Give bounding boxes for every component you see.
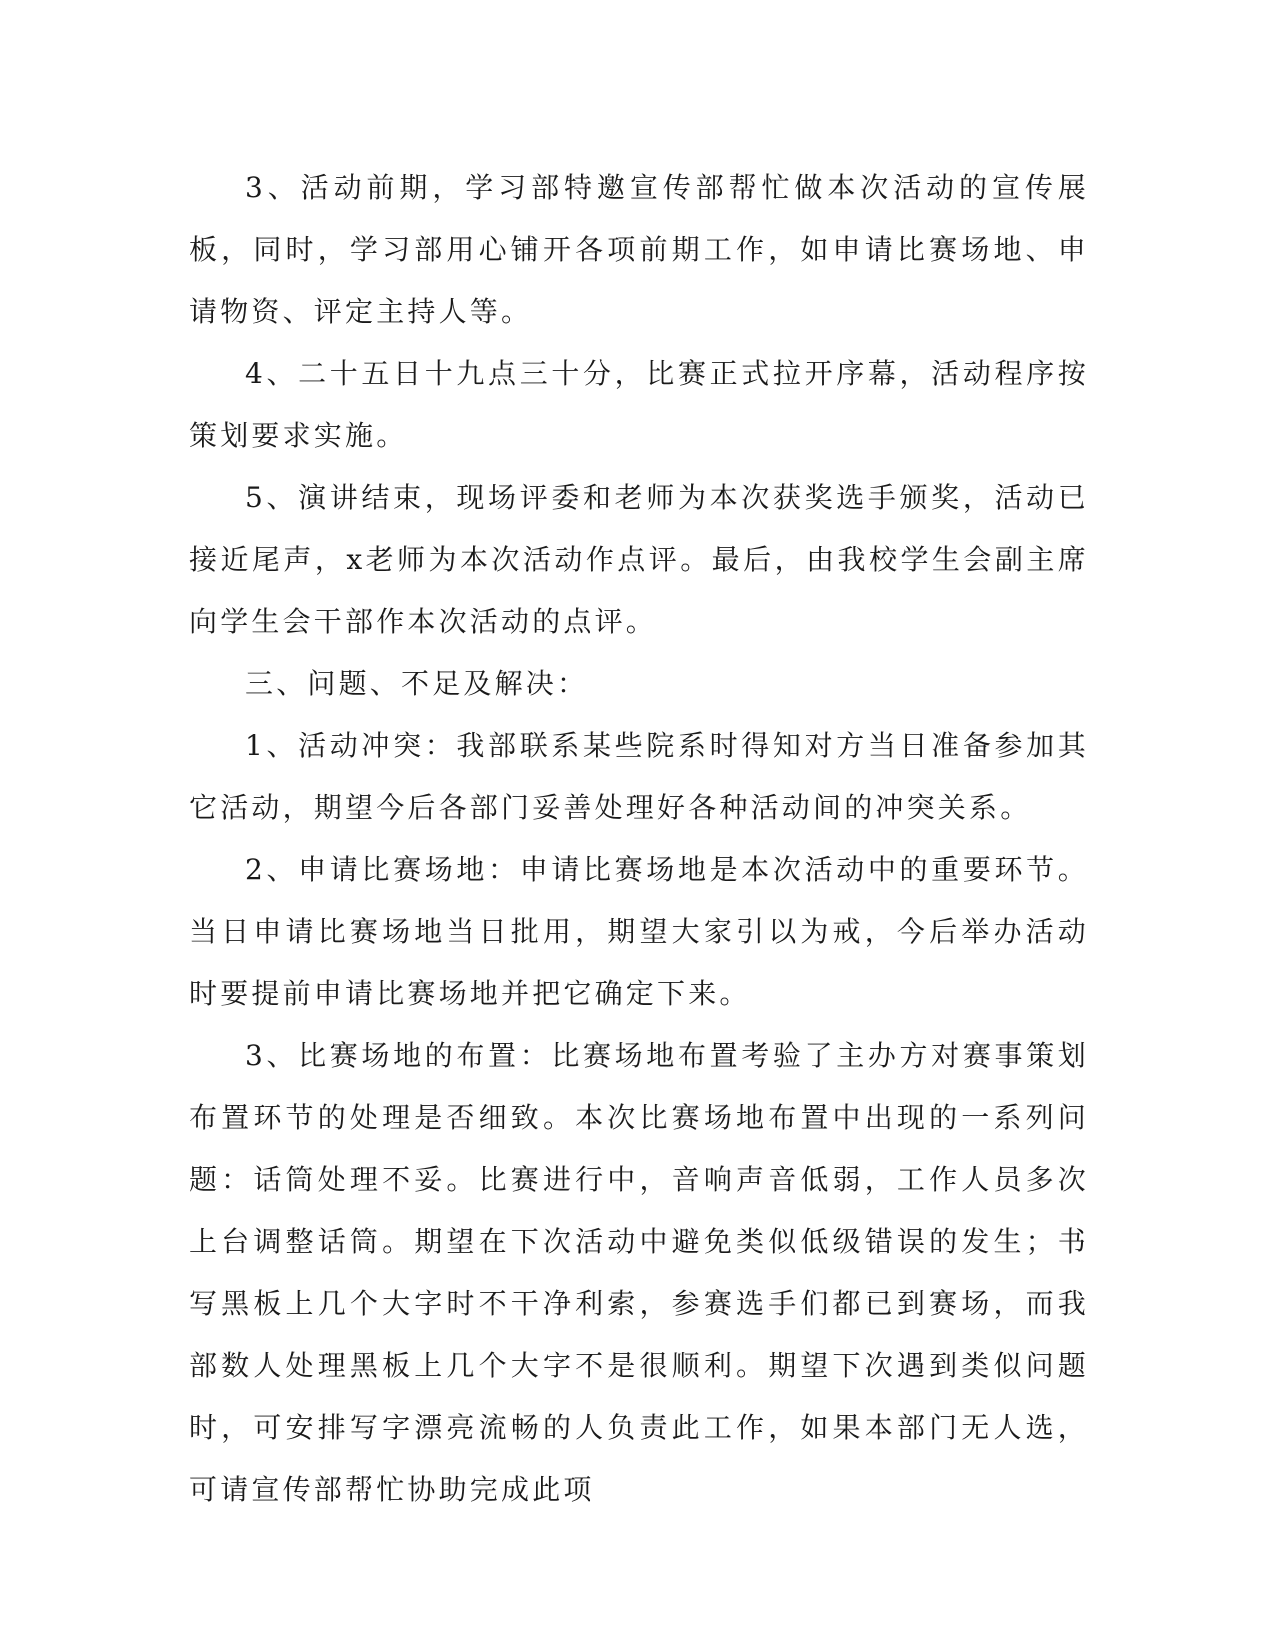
paragraph-6: 3、比赛场地的布置：比赛场地布置考验了主办方对赛事策划布置环节的处理是否细致。本次比赛场地布置中出现的一系列问题：话筒处理不妥。比赛进行中，音响声音低弱，工作人员多次上台调整话筒。期望在下次活动中避免类似低级错误的发生；书写黑板上几个大字时不干净利索，参赛选手们都已到赛场，而我部数人处理黑板上几个大字不是很顺利。期望下次遇到类似问题时，可安排写字漂亮流畅的人负责此工作，如果本部门无人选，可请宣传部帮忙协助完成此项 bbox=[189, 1039, 1089, 1506]
paragraph-1: 3、活动前期，学习部特邀宣传部帮忙做本次活动的宣传展板，同时，学习部用心铺开各项前期工作，如申请比赛场地、申请物资、评定主持人等。 bbox=[189, 171, 1089, 328]
document-body bbox=[189, 157, 1089, 1521]
paragraph-2: 4、二十五日十九点三十分，比赛正式拉开序幕，活动程序按策划要求实施。 bbox=[189, 357, 1089, 452]
section-heading: 三、问题、不足及解决： bbox=[245, 667, 589, 700]
paragraph-4: 1、活动冲突：我部联系某些院系时得知对方当日准备参加其它活动，期望今后各部门妥善处理好各种活动间的冲突关系。 bbox=[189, 729, 1089, 824]
paragraph-5: 2、申请比赛场地：申请比赛场地是本次活动中的重要环节。当日申请比赛场地当日批用，期望大家引以为戒，今后举办活动时要提前申请比赛场地并把它确定下来。 bbox=[189, 853, 1089, 1010]
paragraph-3: 5、演讲结束，现场评委和老师为本次获奖选手颁奖，活动已接近尾声，x老师为本次活动作点评。最后，由我校学生会副主席向学生会干部作本次活动的点评。 bbox=[189, 481, 1089, 638]
